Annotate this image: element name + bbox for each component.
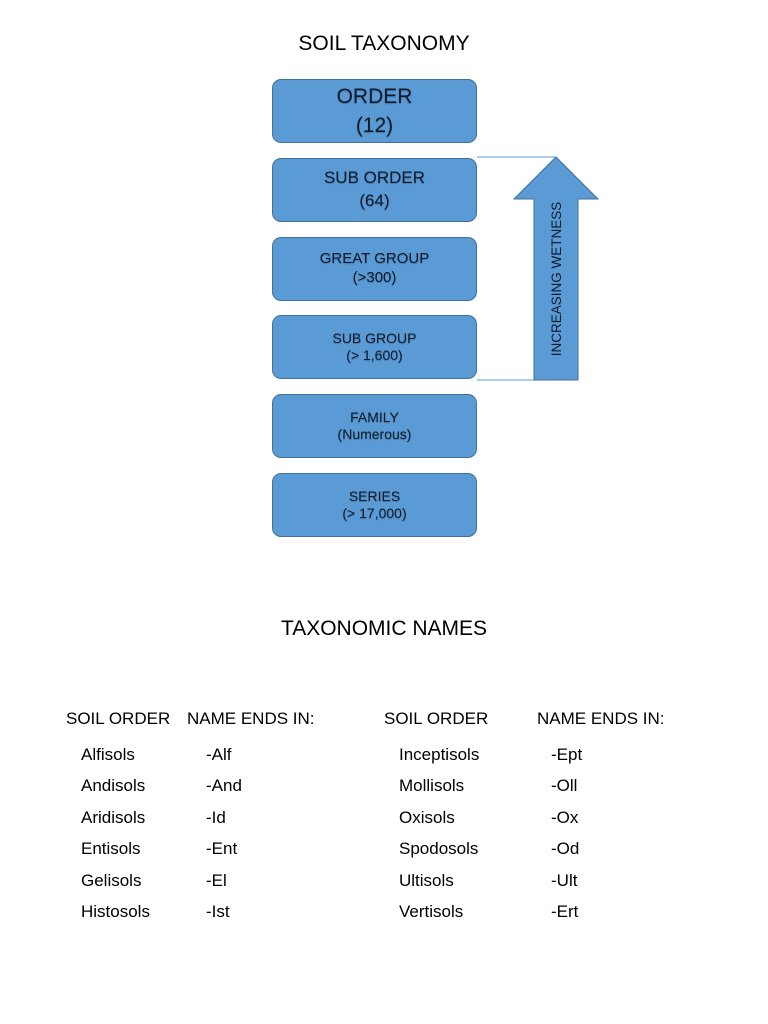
left-order-list <box>81 744 150 932</box>
wetness-arrow-graphic <box>470 150 610 390</box>
level-count: (Numerous) <box>337 426 412 442</box>
names-title: TAXONOMIC NAMES <box>280 617 488 640</box>
level-name: SUB ORDER <box>323 168 426 188</box>
list-item: -Ist <box>206 901 230 921</box>
level-name: ORDER <box>336 84 413 108</box>
level-name: GREAT GROUP <box>319 250 430 268</box>
list-item: -Ept <box>551 745 583 764</box>
level-box-sub-order <box>272 158 477 222</box>
list-item: Inceptisols <box>399 745 480 764</box>
level-name: FAMILY <box>350 408 399 425</box>
list-item: -Alf <box>206 745 232 764</box>
level-box-family <box>272 394 477 458</box>
right-header-soil-order: SOIL ORDER <box>384 709 489 728</box>
level-name: SERIES <box>348 487 401 504</box>
taxonomy-title: SOIL TAXONOMY <box>298 32 470 55</box>
list-item: -Id <box>206 807 226 827</box>
level-box-order <box>272 79 477 143</box>
level-count: (12) <box>355 114 394 137</box>
list-item: -Ox <box>551 807 579 827</box>
arrow-label: INCREASING WETNESS <box>549 201 564 357</box>
list-item: Vertisols <box>399 901 464 921</box>
left-ending-list <box>206 744 242 932</box>
list-item: -Od <box>551 839 580 859</box>
list-item: Andisols <box>81 776 146 796</box>
right-ending-list <box>551 744 582 932</box>
list-item: Aridisols <box>81 807 146 827</box>
level-count: (> 1,600) <box>346 347 403 363</box>
level-box-great-group <box>272 237 477 301</box>
level-name: SUB GROUP <box>332 329 417 346</box>
right-order-list <box>399 744 479 932</box>
list-item: Mollisols <box>399 776 465 796</box>
list-item: -Ent <box>206 839 238 859</box>
list-item: -Ult <box>551 870 578 890</box>
left-header-name-ends: NAME ENDS IN: <box>187 709 315 728</box>
level-box-series <box>272 473 477 537</box>
level-box-sub-group <box>272 315 477 379</box>
list-item: Gelisols <box>81 870 142 890</box>
left-header-soil-order: SOIL ORDER <box>66 709 171 728</box>
list-item: -And <box>206 776 242 796</box>
list-item: -El <box>206 870 227 890</box>
right-header-name-ends: NAME ENDS IN: <box>537 709 665 728</box>
list-item: -Ert <box>551 901 579 921</box>
level-count: (64) <box>359 191 390 210</box>
level-count: (> 17,000) <box>342 505 407 521</box>
list-item: Entisols <box>81 839 141 859</box>
level-count: (>300) <box>352 269 397 286</box>
list-item: Oxisols <box>399 807 455 827</box>
list-item: Ultisols <box>399 870 454 890</box>
list-item: Histosols <box>81 901 150 921</box>
list-item: Alfisols <box>81 745 135 764</box>
list-item: -Oll <box>551 776 578 796</box>
list-item: Spodosols <box>399 839 479 859</box>
